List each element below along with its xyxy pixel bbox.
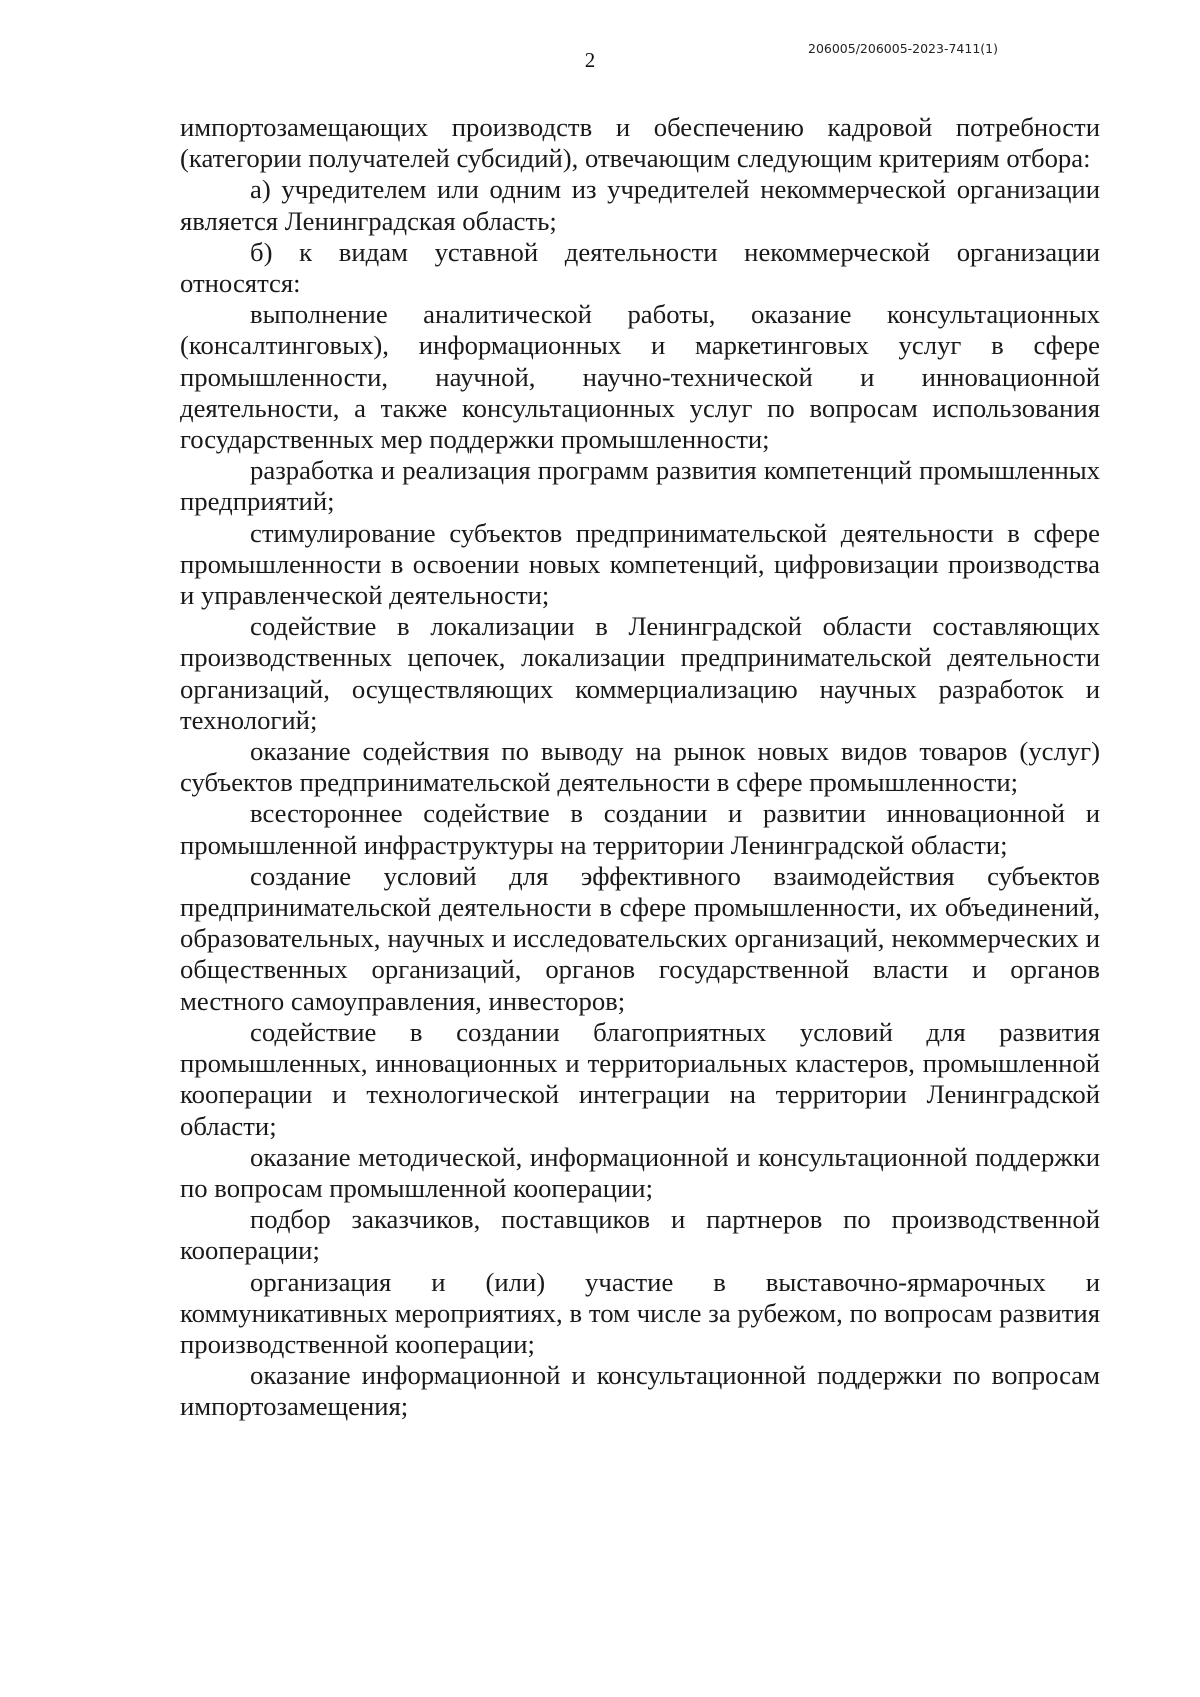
document-id: 206005/206005-2023-7411(1) [808, 41, 998, 56]
paragraph: б) к видам уставной деятельности некоммерческой организации относятся: [180, 236, 1100, 299]
paragraph: оказание методической, информационной и консультационной поддержки по вопросам промышленной кооперации; [180, 1141, 1100, 1203]
paragraph: разработка и реализация программ развития компетенций промышленных предприятий; [180, 455, 1100, 517]
paragraph: подбор заказчиков, поставщиков и партнеров по производственной кооперации; [180, 1204, 1100, 1266]
paragraph: содействие в локализации в Ленинградской области составляющих производственных цепочек, локализации предпринимательской деятельности организаций, осуществляющих коммерциализацию научных разработок и технологий; [180, 611, 1100, 735]
paragraph: всестороннее содействие в создании и развитии инновационной и промышленной инфраструктуры на территории Ленинградской области; [180, 798, 1100, 860]
paragraph: оказание информационной и консультационной поддержки по вопросам импортозамещения; [180, 1360, 1100, 1422]
paragraph: выполнение аналитической работы, оказание консультационных (консалтинговых), информационных и маркетинговых услуг в сфере промышленности, научной, научно-технической и инновационной деятельности, а также консультационных услуг по вопросам использования государственных мер поддержки промышленности; [180, 299, 1100, 455]
paragraph: а) учредителем или одним из учредителей некоммерческой организации является Ленинградская область; [180, 174, 1100, 236]
paragraph: содействие в создании благоприятных условий для развития промышленных, инновационных и территориальных кластеров, промышленной кооперации и технологической интеграции на территории Ленинградской области; [180, 1016, 1100, 1141]
paragraph: создание условий для эффективного взаимодействия субъектов предпринимательской деятельности в сфере промышленности, их объединений, образовательных, научных и исследовательских организаций, некоммерческих и общественных организаций, органов государственной власти и органов местного самоуправления, инвесторов; [180, 860, 1100, 1016]
document-body [180, 112, 1100, 1423]
paragraph: организация и (или) участие в выставочно-ярмарочных и коммуникативных мероприятиях, в том числе за рубежом, по вопросам развития производственной кооперации; [180, 1266, 1100, 1359]
paragraph: стимулирование субъектов предпринимательской деятельности в сфере промышленности в освоении новых компетенций, цифровизации производства и управленческой деятельности; [180, 517, 1100, 611]
paragraph: импортозамещающих производств и обеспечению кадровой потребности (категории получателей субсидий), отвечающим следующим критериям отбора: [180, 112, 1100, 174]
page-number: 2 [584, 48, 596, 72]
paragraph: оказание содействия по выводу на рынок новых видов товаров (услуг) субъектов предпринимательской деятельности в сфере промышленности; [180, 736, 1100, 798]
